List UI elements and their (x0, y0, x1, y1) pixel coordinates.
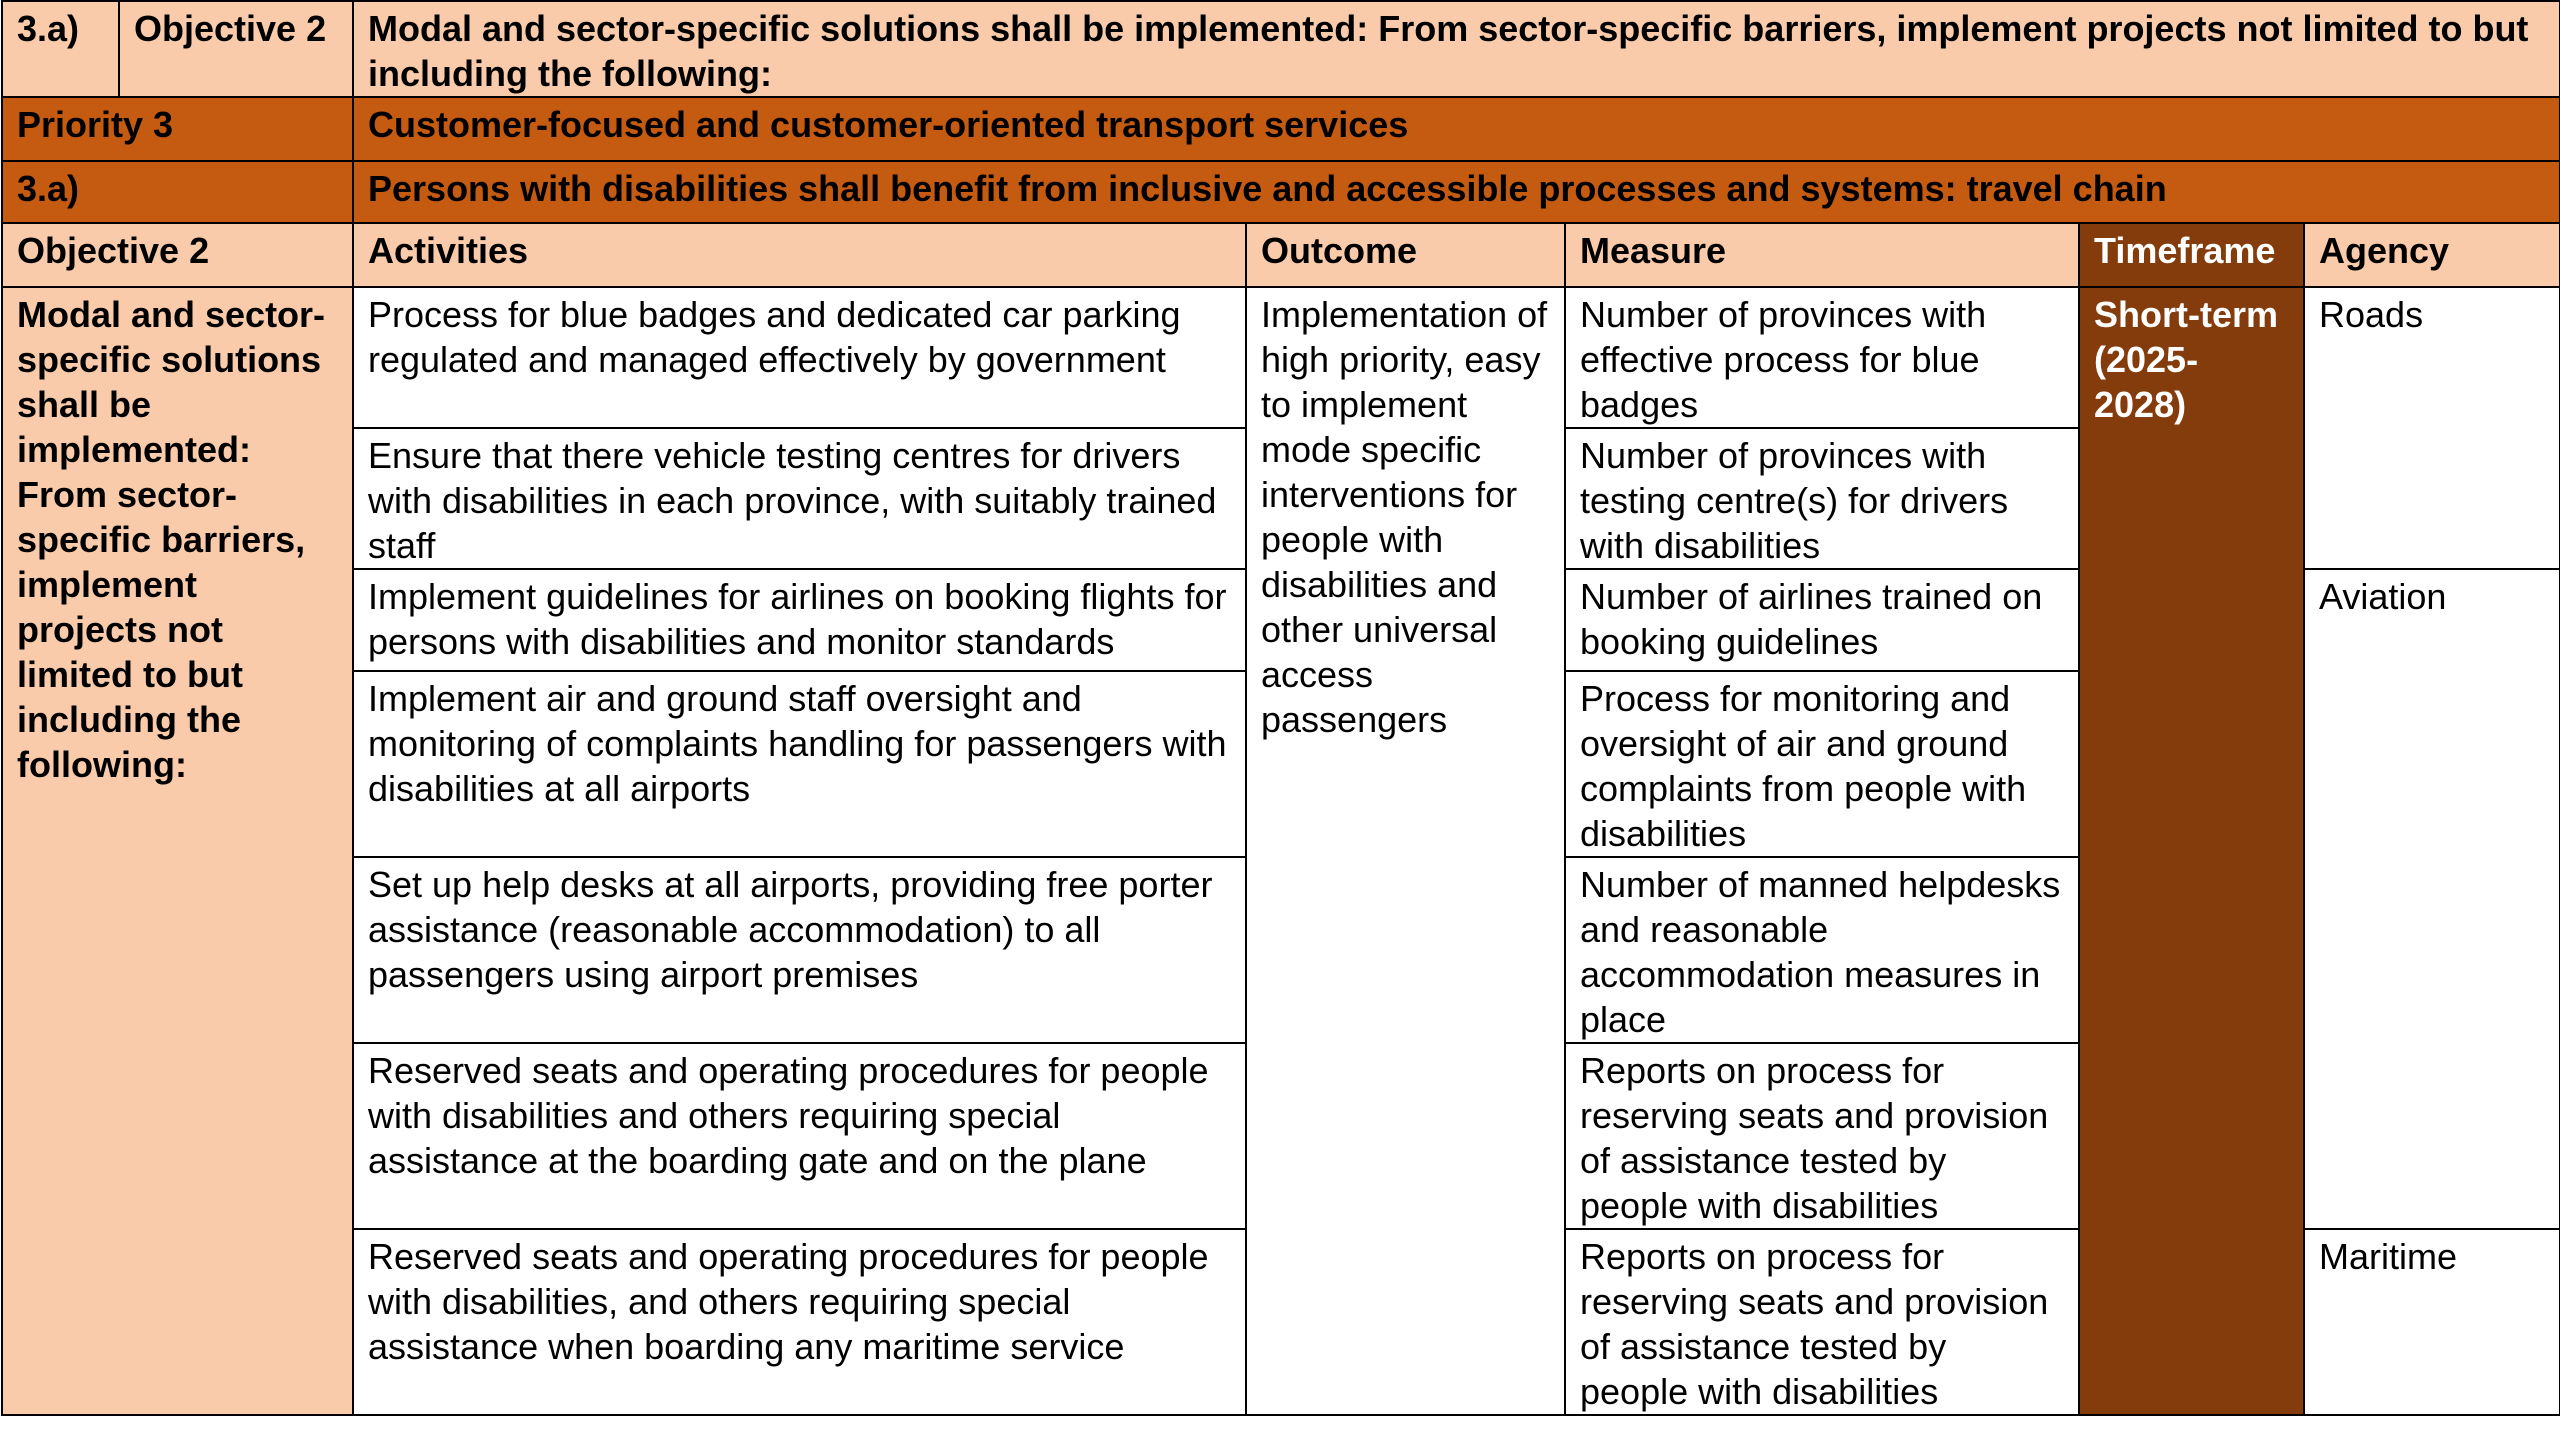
measure-cell: Number of provinces with testing centre(s) for drivers with disabilities (1565, 428, 2079, 569)
objective-summary-text: Modal and sector-specific solutions shall be implemented: From sector-specific barriers, implement projects not limited to but including the following: (353, 1, 2560, 97)
activity-cell: Set up help desks at all airports, providing free porter assistance (reasonable accommodation) to all passengers using airport premises (353, 857, 1246, 1043)
measure-cell: Number of manned helpdesks and reasonable accommodation measures in place (1565, 857, 2079, 1043)
ref-row-label: 3.a) (2, 161, 353, 223)
measure-cell: Number of provinces with effective process for blue badges (1565, 287, 2079, 428)
agency-aviation: Aviation (2304, 569, 2560, 1229)
activity-cell: Reserved seats and operating procedures for people with disabilities, and others requiring special assistance when boarding any maritime service (353, 1229, 1246, 1415)
measure-cell: Process for monitoring and oversight of air and ground complaints from people with disabilities (1565, 671, 2079, 857)
header-measure: Measure (1565, 223, 2079, 287)
header-row (2, 223, 2560, 287)
measure-cell: Number of airlines trained on booking guidelines (1565, 569, 2079, 671)
objective-text-cell: Modal and sector-specific solutions shall be implemented: From sector-specific barriers, implement projects not limited to but including the following: (2, 287, 353, 1415)
agency-roads: Roads (2304, 287, 2560, 569)
outcome-cell: Implementation of high priority, easy to implement mode specific interventions for people with disabilities and other universal access passengers (1246, 287, 1565, 1415)
measure-cell: Reports on process for reserving seats and provision of assistance tested by people with disabilities (1565, 1043, 2079, 1229)
header-timeframe: Timeframe (2079, 223, 2304, 287)
objective-summary-row (2, 1, 2560, 97)
header-objective: Objective 2 (2, 223, 353, 287)
activity-cell: Ensure that there vehicle testing centres for drivers with disabilities in each province, with suitably trained staff (353, 428, 1246, 569)
priority-label: Priority 3 (2, 97, 353, 161)
priority-text: Customer-focused and customer-oriented transport services (353, 97, 2560, 161)
table-row (2, 287, 2560, 428)
header-agency: Agency (2304, 223, 2560, 287)
objective-label-cell: Objective 2 (119, 1, 353, 97)
ref-row-text: Persons with disabilities shall benefit from inclusive and accessible processes and systems: travel chain (353, 161, 2560, 223)
activity-cell: Implement air and ground staff oversight and monitoring of complaints handling for passengers with disabilities at all airports (353, 671, 1246, 857)
ref-row (2, 161, 2560, 223)
activity-cell: Reserved seats and operating procedures for people with disabilities and others requiring special assistance at the boarding gate and on the plane (353, 1043, 1246, 1229)
activity-cell: Implement guidelines for airlines on booking flights for persons with disabilities and monitor standards (353, 569, 1246, 671)
priority-row (2, 97, 2560, 161)
ref-cell: 3.a) (2, 1, 119, 97)
activity-cell: Process for blue badges and dedicated car parking regulated and managed effectively by government (353, 287, 1246, 428)
header-activities: Activities (353, 223, 1246, 287)
agency-maritime: Maritime (2304, 1229, 2560, 1415)
measure-cell: Reports on process for reserving seats and provision of assistance tested by people with disabilities (1565, 1229, 2079, 1415)
disability-transport-table (1, 0, 2560, 1416)
timeframe-cell: Short-term (2025-2028) (2079, 287, 2304, 1415)
header-outcome: Outcome (1246, 223, 1565, 287)
